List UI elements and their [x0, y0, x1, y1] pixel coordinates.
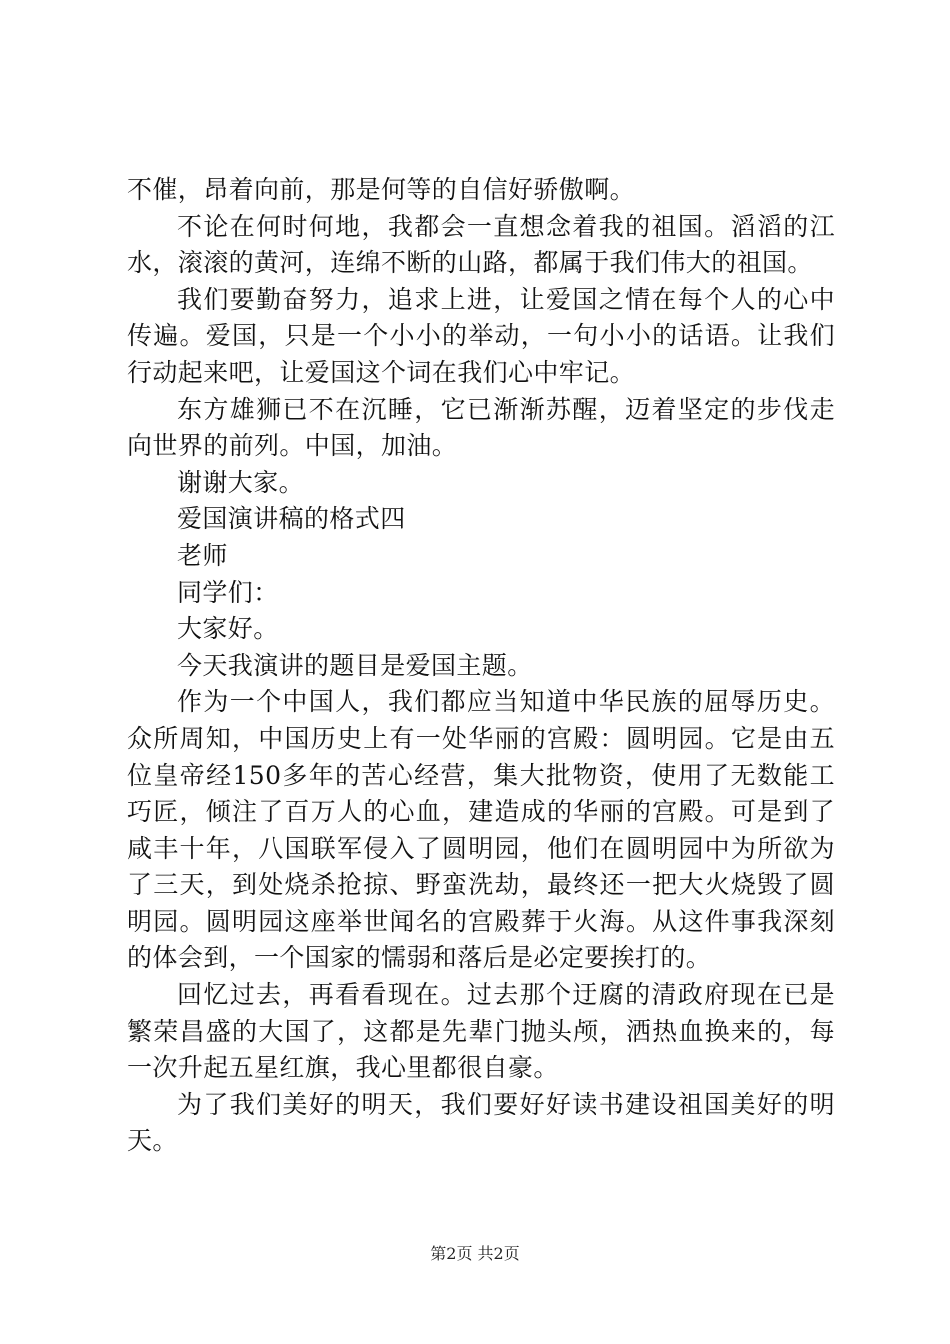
document-body [127, 172, 835, 1160]
paragraph: 作为一个中国人，我们都应当知道中华民族的屈辱历史。众所周知，中国历史上有一处华丽的宫殿：圆明园。它是由五位皇帝经150多年的苦心经营，集大批物资，使用了无数能工巧匠，倾注了百万人的心血，建造成的华丽的宫殿。可是到了咸丰十年，八国联军侵入了圆明园，他们在圆明园中为所欲为了三天，到处烧杀抢掠、野蛮洗劫，最终还一把大火烧毁了圆明园。圆明园这座举世闻名的宫殿葬于火海。从这件事我深刻的体会到，一个国家的懦弱和落后是必定要挨打的。 [127, 687, 835, 973]
paragraph: 不催，昂着向前，那是何等的自信好骄傲啊。 [127, 175, 636, 204]
salutation: 老师 [177, 540, 228, 570]
page-number-footer: 第2页 共2页 [430, 1244, 520, 1263]
section-heading: 爱国演讲稿的格式四 [177, 504, 406, 534]
paragraph: 回忆过去，再看看现在。过去那个迂腐的清政府现在已是繁荣昌盛的大国了，这都是先辈门抛头颅，洒热血换来的，每一次升起五星红旗，我心里都很自豪。 [127, 980, 835, 1083]
salutation: 同学们： [177, 577, 279, 607]
paragraph: 今天我演讲的题目是爱国主题。 [177, 650, 533, 680]
greeting: 大家好。 [177, 614, 279, 644]
closing-line: 谢谢大家。 [177, 467, 305, 497]
paragraph: 不论在何时何地，我都会一直想念着我的祖国。滔滔的江水，滚滚的黄河，连绵不断的山路，都属于我们伟大的祖国。 [127, 211, 835, 278]
paragraph: 为了我们美好的明天，我们要好好读书建设祖国美好的明天。 [127, 1089, 835, 1156]
paragraph: 我们要勤奋努力，追求上进，让爱国之情在每个人的心中传遍。爱国，只是一个小小的举动，一句小小的话语。让我们行动起来吧，让爱国这个词在我们心中牢记。 [127, 284, 835, 387]
paragraph: 东方雄狮已不在沉睡，它已渐渐苏醒，迈着坚定的步伐走向世界的前列。中国，加油。 [127, 394, 835, 461]
